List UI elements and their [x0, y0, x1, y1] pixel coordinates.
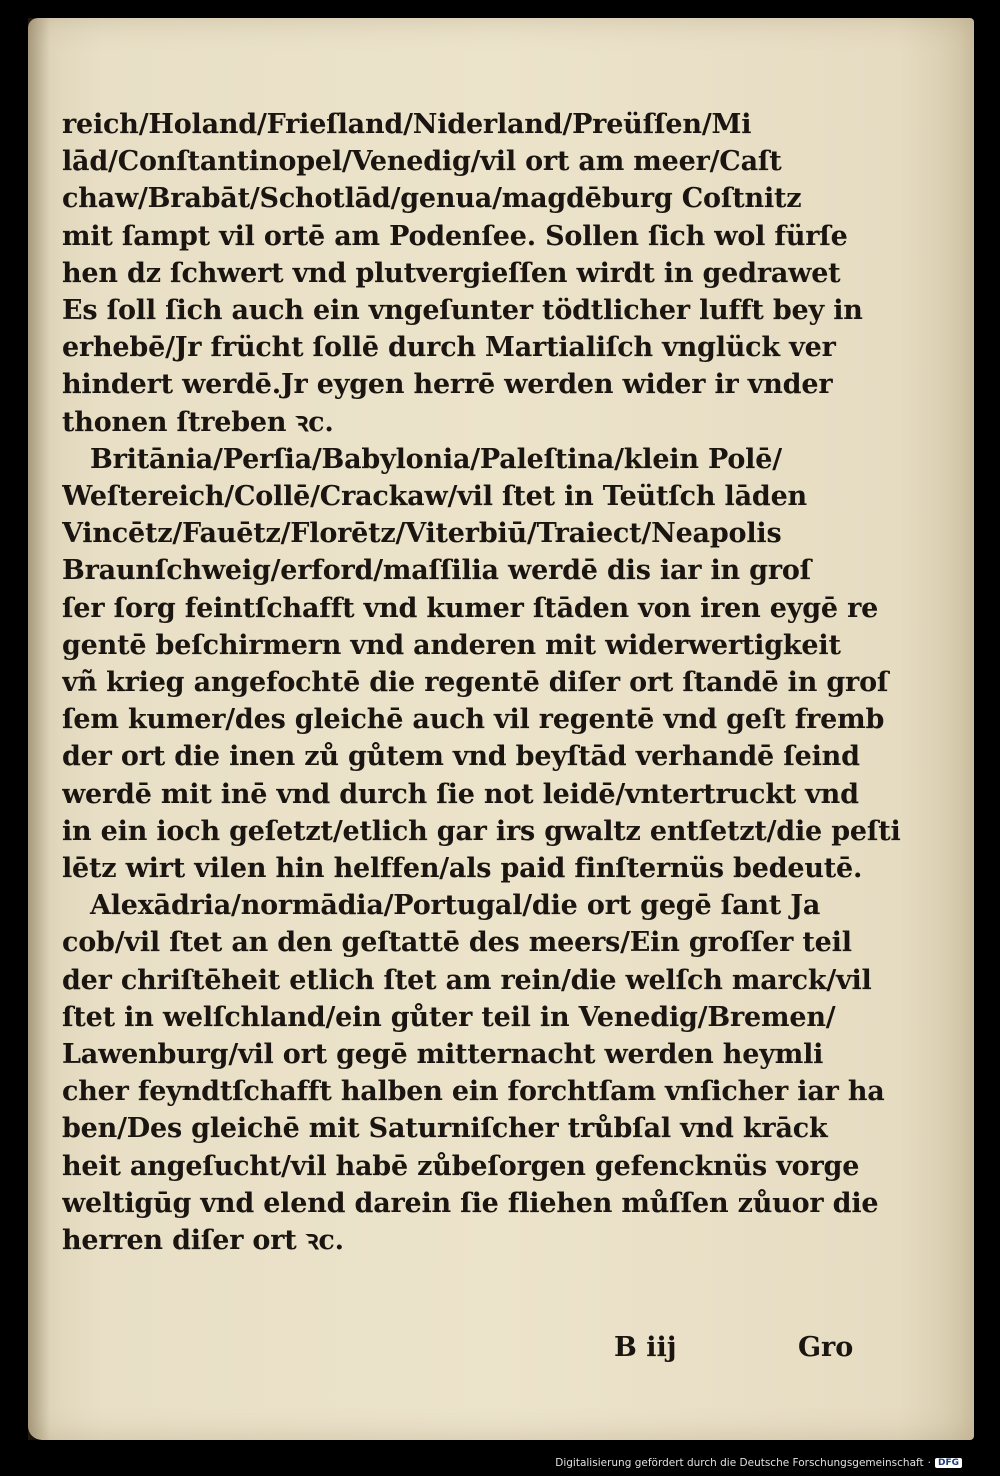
text-line: reich/Holand/Frieſland/Niderland/Preüſſen/Mi — [62, 109, 752, 140]
text-line: weltigūg vnd elend darein ſie fliehen můſſen zůuor die — [62, 1187, 879, 1219]
text-line: werdē mit inē vnd durch ſie not leidē/vntertruckt vnd — [62, 778, 859, 810]
text-block — [62, 106, 922, 1259]
text-line: der chriſtēheit etlich ſtet am rein/die welſch marck/vil — [62, 964, 872, 996]
text-line: ſtet in welſchland/ein gůter teil in Venedig/Bremen/ — [62, 1001, 836, 1033]
text-line: cher feyndtſchafft halben ein forchtſam vnſicher iar ha — [62, 1076, 885, 1108]
text-line: Vincētz/Fauētz/Florētz/Viterbiū/Traiect/Neapolis — [62, 518, 782, 550]
digitization-credit — [555, 1457, 962, 1469]
text-line: hindert werdē.Jr eygen herrē werden wider ir vnder — [62, 369, 833, 401]
text-line: lētz wirt vilen hin helffen/als paid finſternüs bedeutē. — [62, 853, 863, 885]
text-line: hen dz ſchwert vnd plutvergieſſen wirdt in gedrawet — [62, 257, 841, 289]
separator-dot: · — [927, 1457, 931, 1469]
text-line: heit angeſucht/vil habē zůbeſorgen gefencknüs vorge — [62, 1150, 860, 1182]
page-gutter-shadow — [28, 18, 50, 1440]
signature-mark: B iij — [614, 1332, 677, 1363]
paragraph-start-line: Alexādria/normādia/Portugal/die ort gegē ſant Ja — [90, 890, 821, 922]
paragraph-start-line: Britānia/Perſia/Babylonia/Paleſtina/klein Polē/ — [90, 443, 782, 475]
book-page — [28, 18, 974, 1440]
text-line: vñ krieg angefochtē die regentē diſer ort ſtandē in groſ — [62, 667, 889, 699]
text-line: Lawenburg/vil ort gegē mitternacht werden heymli — [62, 1039, 824, 1071]
text-line: ſer ſorg feintſchafft vnd kumer ſtāden von iren eygē re — [62, 592, 879, 624]
catchword: Gro — [798, 1332, 854, 1363]
text-line: chaw/Brabāt/Schotlād/genua/magdēburg Coſtnitz — [62, 183, 802, 215]
text-line: mit ſampt vil ortē am Podenſee. Sollen ſich wol fürſe — [62, 220, 848, 252]
text-line: ſem kumer/des gleichē auch vil regentē vnd geſt fremb — [62, 704, 885, 736]
credit-text: Digitalisierung gefördert durch die Deutsche Forschungsgemeinschaft — [555, 1457, 924, 1469]
text-line: lād/Conſtantinopel/Venedig/vil ort am meer/Caſt — [62, 146, 782, 178]
text-line: ben/Des gleichē mit Saturniſcher trůbſal vnd krāck — [62, 1113, 828, 1145]
text-line: cob/vil ſtet an den geſtattē des meers/Ein groſſer teil — [62, 927, 852, 959]
dfg-logo-icon: DFG — [935, 1458, 962, 1468]
text-line: thonen ſtreben ꝛc. — [62, 406, 334, 438]
page-footer — [28, 1332, 974, 1372]
text-line: Braunſchweig/erford/maſſilia werdē dis iar in groſ — [62, 555, 812, 587]
text-line: Weſtereich/Collē/Crackaw/vil ſtet in Teütſch lāden — [62, 481, 807, 513]
text-line: in ein ioch geſetzt/etlich gar irs gwaltz entſetzt/die peſti — [62, 815, 901, 847]
text-line: der ort die inen zů gůtem vnd beyſtād verhandē ſeind — [62, 741, 860, 773]
text-line: gentē beſchirmern vnd anderen mit widerwertigkeit — [62, 629, 841, 661]
text-line: Es ſoll ſich auch ein vngeſunter tödtlicher lufft bey in — [62, 295, 863, 327]
text-line: herren diſer ort ꝛc. — [62, 1225, 344, 1257]
text-line: erhebē/Jr frücht ſollē durch Martialiſch vnglück ver — [62, 332, 836, 364]
